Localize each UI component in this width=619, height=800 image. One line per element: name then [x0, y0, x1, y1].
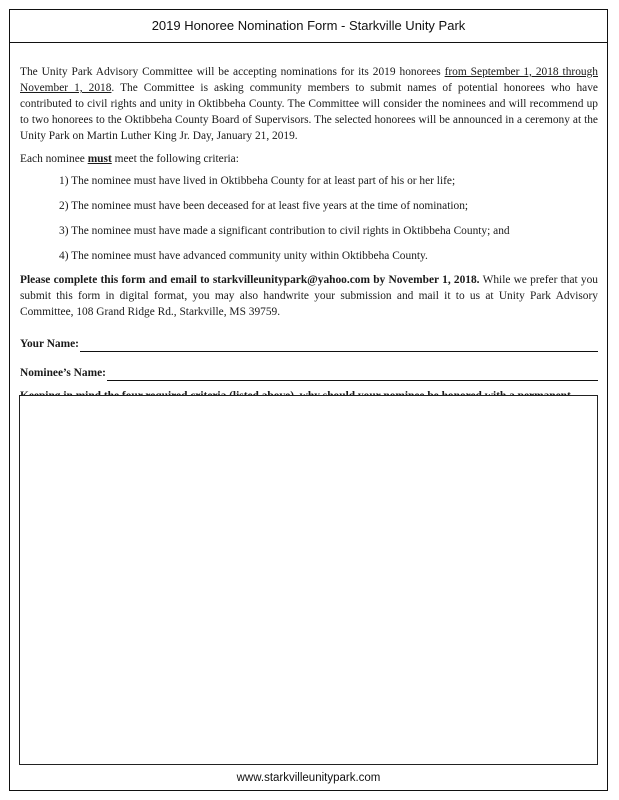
title-bar — [9, 9, 608, 43]
criteria-must: must — [87, 153, 112, 165]
your-name-label: Your Name: — [20, 338, 79, 350]
criteria-item-2: 2) The nominee must have been deceased for at least five years at the time of nomination; — [59, 200, 469, 212]
criteria-item-1: 1) The nominee must have lived in Oktibbeha County for at least part of his or her life; — [59, 175, 456, 187]
nominee-name-row — [20, 365, 598, 381]
nominee-name-field[interactable] — [107, 367, 598, 381]
nomination-answer-box[interactable] — [19, 395, 598, 765]
intro-dates: from September 1, 2018 through November 1, 2018 — [20, 66, 598, 94]
your-name-row — [20, 336, 598, 352]
form-content — [20, 64, 598, 420]
intro-paragraph — [20, 64, 598, 144]
criteria-lead-before: Each nominee — [20, 153, 88, 165]
criteria-item-4: 4) The nominee must have advanced community unity within Oktibbeha County. — [59, 250, 428, 262]
your-name-field[interactable] — [80, 338, 598, 352]
intro-text-1: The Unity Park Advisory Committee will be accepting nominations for its 2019 honorees — [20, 66, 445, 78]
intro-text-2: . The Committee is asking community members to submit names of potential honorees who have contributed to civil rights and unity in Oktibbeha County. The Committee will consider the nominees and will recommend up to two honorees to the Oktibbeha County Board of Supervisors. The selected honorees will be announced in a ceremony at the Unity Park on Martin Luther King Jr. Day, January 21, 2019. — [20, 82, 598, 142]
submission-instructions — [20, 272, 598, 320]
submission-mail-instruction: While we prefer that you submit this form in digital format, you may also handwrite your submission and mail it to us at Unity Park Advisory Committee, 108 Grand Ridge Rd., Starkville, MS 39759. — [20, 274, 599, 318]
criteria-lead — [20, 151, 598, 167]
criteria-item-3: 3) The nominee must have made a significant contribution to civil rights in Oktibbeha County; and — [59, 225, 510, 237]
nominee-name-label: Nominee’s Name: — [20, 367, 106, 379]
page-title: 2019 Honoree Nomination Form - Starkville Unity Park — [151, 18, 466, 33]
footer-url: www.starkvilleunitypark.com — [236, 772, 381, 784]
criteria-lead-after: meet the following criteria: — [111, 153, 239, 165]
criteria-list — [20, 173, 598, 264]
submission-email-instruction: Please complete this form and email to starkvilleunitypark@yahoo.com by November 1, 2018. — [20, 274, 480, 286]
